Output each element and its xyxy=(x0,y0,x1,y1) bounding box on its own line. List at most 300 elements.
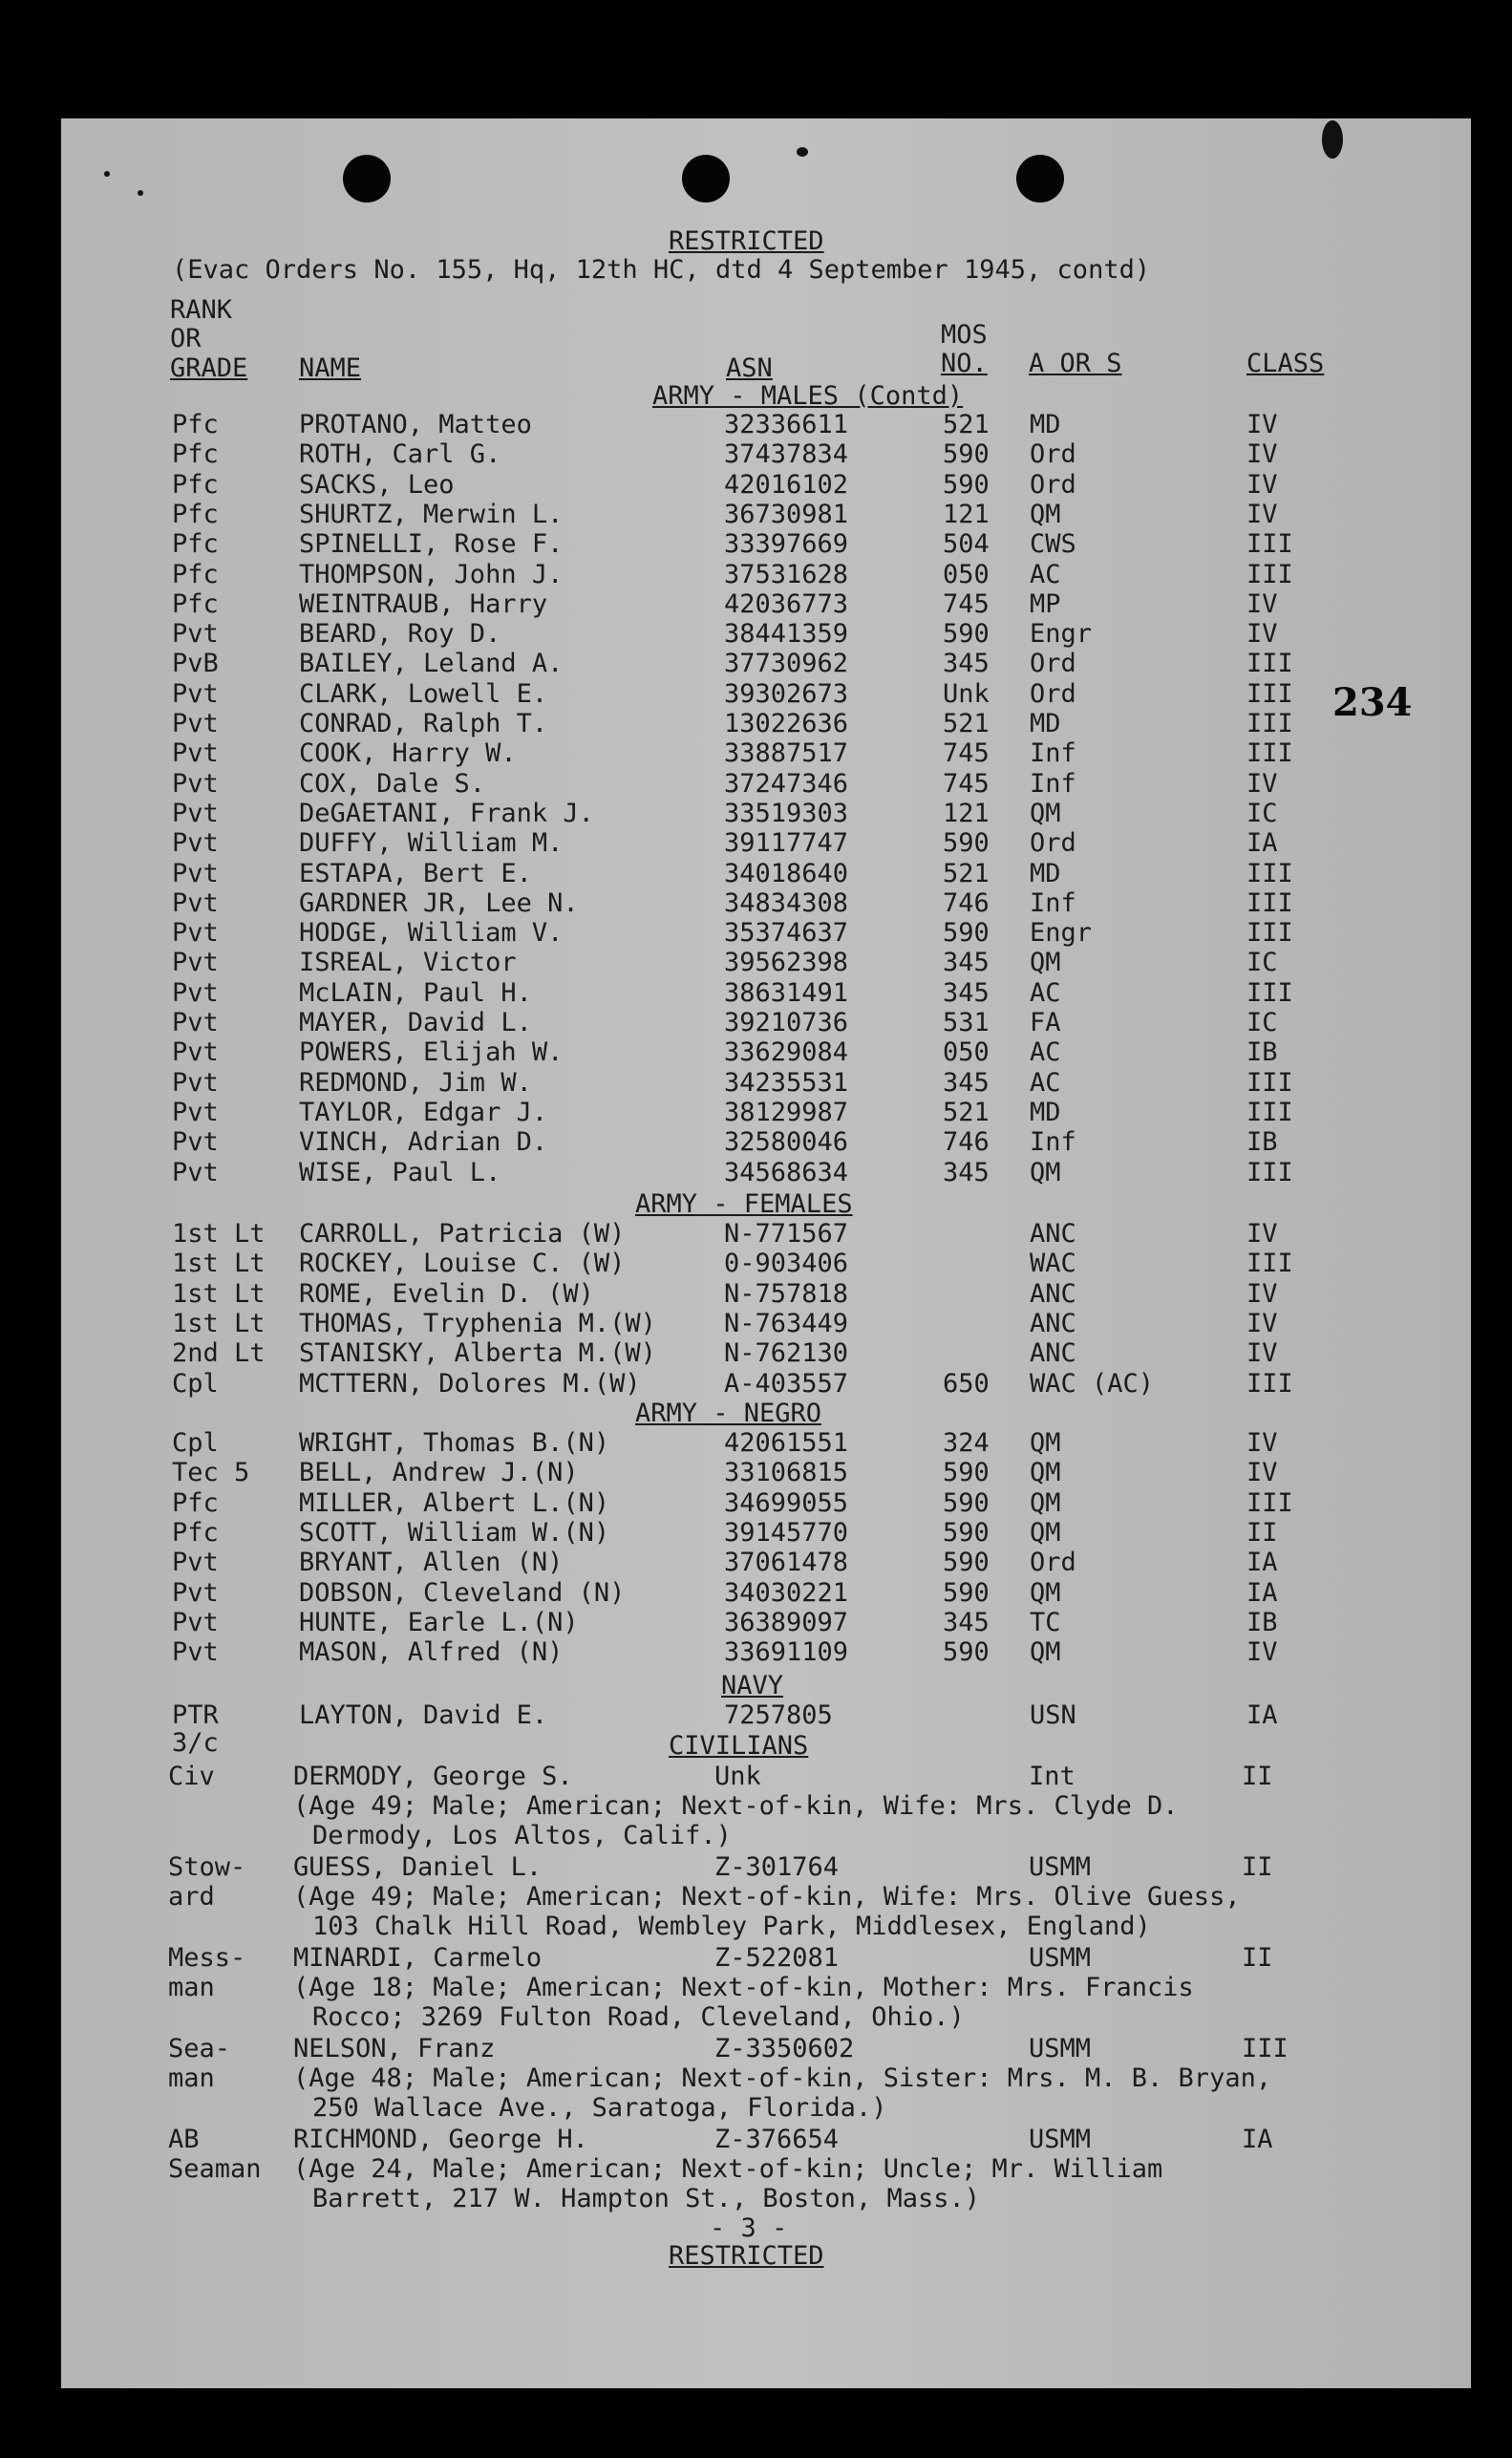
row-class: IV xyxy=(1246,1637,1278,1668)
row-class: IV xyxy=(1246,588,1278,619)
row-class: III xyxy=(1246,678,1293,709)
civ-class: II xyxy=(1242,1762,1273,1791)
row-name: CARROLL, Patricia (W) xyxy=(299,1219,626,1249)
civ-note-2: 103 Chalk Hill Road, Wembley Park, Middlesex, England) xyxy=(312,1912,1151,1941)
civ-note-1: (Age 24, Male; American; Next-of-kin; Uncle; Mr. William xyxy=(293,2154,1163,2184)
row-aors: ANC xyxy=(1030,1308,1076,1338)
row-rank: Pfc xyxy=(172,410,219,439)
row-aors: Ord xyxy=(1030,828,1076,859)
row-class: IC xyxy=(1246,948,1278,978)
row-rank: Pfc xyxy=(172,469,219,500)
row-rank: Tec 5 xyxy=(172,1458,250,1488)
row-class: IA xyxy=(1246,1577,1278,1608)
row-aors: QM xyxy=(1030,1517,1061,1548)
row-asn: 37061478 xyxy=(724,1548,849,1578)
civ-name: MINARDI, Carmelo xyxy=(293,1943,543,1973)
row-name: HUNTE, Earle L.(N) xyxy=(299,1607,579,1637)
row-class: IA xyxy=(1246,828,1278,859)
row-rank: Pfc xyxy=(172,1487,219,1518)
row-class: III xyxy=(1246,529,1293,560)
row-name: ROCKEY, Louise C. (W) xyxy=(299,1249,626,1279)
row-aors: MD xyxy=(1030,709,1061,738)
row-mos: 590 xyxy=(943,828,990,859)
civ-aors: Int xyxy=(1029,1762,1075,1791)
section-civilians: CIVILIANS xyxy=(669,1731,809,1761)
row-rank: Pfc xyxy=(172,499,219,529)
row-name: ESTAPA, Bert E. xyxy=(299,858,532,888)
row-rank: Pvt xyxy=(172,828,219,859)
row-aors: AC xyxy=(1030,1067,1061,1098)
civ-note-2: Dermody, Los Altos, Calif.) xyxy=(312,1821,732,1850)
row-class: III xyxy=(1246,977,1293,1008)
row-rank: Pvt xyxy=(172,948,219,978)
row-class: IB xyxy=(1246,1037,1278,1068)
section-army-females: ARMY - FEMALES xyxy=(635,1189,853,1219)
row-mos: 745 xyxy=(943,738,990,769)
row-mos: 121 xyxy=(943,499,990,529)
civ-note-1: (Age 49; Male; American; Next-of-kin, Wife: Mrs. Olive Guess, xyxy=(293,1882,1241,1912)
row-aors: Ord xyxy=(1030,469,1076,500)
row-asn: 34018640 xyxy=(724,858,849,888)
civ-asn: Unk xyxy=(714,1762,761,1791)
row-aors: Ord xyxy=(1030,678,1076,709)
civ-note-1: (Age 48; Male; American; Next-of-kin, Sister: Mrs. M. B. Bryan, xyxy=(293,2063,1272,2093)
navy-rank-2: 3/c xyxy=(172,1728,219,1758)
row-class: II xyxy=(1246,1517,1278,1548)
civ-rank-1: Stow- xyxy=(168,1852,246,1882)
row-class: IB xyxy=(1246,1607,1278,1637)
row-class: III xyxy=(1246,1097,1293,1127)
row-name: WISE, Paul L. xyxy=(299,1157,501,1187)
row-aors: Engr xyxy=(1030,619,1093,650)
row-asn: A-403557 xyxy=(724,1368,849,1399)
row-mos: 121 xyxy=(943,798,990,828)
row-name: COX, Dale S. xyxy=(299,768,486,799)
margin-page-number: 234 xyxy=(1332,680,1413,725)
row-asn: 42061551 xyxy=(724,1428,849,1458)
restricted-bottom: RESTRICTED xyxy=(669,2241,824,2271)
row-mos: 531 xyxy=(943,1008,990,1037)
row-mos: 521 xyxy=(943,1097,990,1127)
row-asn: N-763449 xyxy=(724,1308,849,1338)
row-aors: AC xyxy=(1030,1037,1061,1068)
punch-hole xyxy=(343,155,391,203)
row-aors: Ord xyxy=(1030,649,1076,679)
col-aors: A OR S xyxy=(1029,349,1122,378)
row-aors: QM xyxy=(1030,1637,1061,1668)
row-rank: Pvt xyxy=(172,918,219,949)
row-mos: 345 xyxy=(943,1157,990,1187)
row-name: TAYLOR, Edgar J. xyxy=(299,1097,548,1127)
row-name: MASON, Alfred (N) xyxy=(299,1637,564,1668)
row-mos: 521 xyxy=(943,709,990,738)
navy-asn: 7257805 xyxy=(724,1700,833,1730)
row-name: ROTH, Carl G. xyxy=(299,439,501,470)
row-mos: 590 xyxy=(943,1458,990,1488)
row-name: DUFFY, William M. xyxy=(299,828,564,859)
row-asn: 39145770 xyxy=(724,1517,849,1548)
row-rank: Pvt xyxy=(172,1607,219,1637)
row-rank: Pvt xyxy=(172,977,219,1008)
row-class: III xyxy=(1246,1487,1293,1518)
row-mos: 521 xyxy=(943,858,990,888)
civ-rank-1: Civ xyxy=(168,1762,215,1791)
row-aors: MD xyxy=(1030,1097,1061,1127)
row-class: IV xyxy=(1246,1428,1278,1458)
row-mos: 745 xyxy=(943,588,990,619)
row-aors: MD xyxy=(1030,858,1061,888)
row-mos: 590 xyxy=(943,469,990,500)
civ-name: GUESS, Daniel L. xyxy=(293,1852,543,1882)
row-name: McLAIN, Paul H. xyxy=(299,977,532,1008)
row-mos: 345 xyxy=(943,977,990,1008)
ink-speck xyxy=(138,190,143,196)
row-class: IV xyxy=(1246,1458,1278,1488)
row-asn: 39210736 xyxy=(724,1008,849,1037)
row-aors: QM xyxy=(1030,1428,1061,1458)
row-rank: Pvt xyxy=(172,1037,219,1068)
row-asn: 33887517 xyxy=(724,738,849,769)
civ-rank-2: ard xyxy=(168,1882,215,1912)
row-class: IV xyxy=(1246,499,1278,529)
civ-class: III xyxy=(1242,2034,1288,2063)
ink-speck xyxy=(797,147,808,157)
row-aors: QM xyxy=(1030,1157,1061,1187)
row-name: STANISKY, Alberta M.(W) xyxy=(299,1338,656,1369)
row-mos: 590 xyxy=(943,439,990,470)
row-class: III xyxy=(1246,887,1293,918)
row-aors: Inf xyxy=(1030,768,1076,799)
row-class: IV xyxy=(1246,768,1278,799)
row-mos: 345 xyxy=(943,1067,990,1098)
row-class: IV xyxy=(1246,439,1278,470)
row-mos: 590 xyxy=(943,1548,990,1578)
row-aors: Ord xyxy=(1030,1548,1076,1578)
row-mos: 324 xyxy=(943,1428,990,1458)
col-mos-2: NO. xyxy=(941,349,988,378)
row-aors: AC xyxy=(1030,559,1061,589)
civ-aors: USMM xyxy=(1029,2034,1092,2063)
row-rank: Pvt xyxy=(172,1127,219,1158)
col-asn: ASN xyxy=(726,353,773,383)
row-name: POWERS, Elijah W. xyxy=(299,1037,564,1068)
row-aors: QM xyxy=(1030,1487,1061,1518)
row-rank: Pvt xyxy=(172,1637,219,1668)
row-asn: 37247346 xyxy=(724,768,849,799)
row-rank: Pvt xyxy=(172,858,219,888)
row-asn: 34568634 xyxy=(724,1157,849,1187)
civ-name: RICHMOND, George H. xyxy=(293,2125,588,2154)
civ-name: NELSON, Franz xyxy=(293,2034,496,2063)
row-name: GARDNER JR, Lee N. xyxy=(299,887,579,918)
row-aors: Ord xyxy=(1030,439,1076,470)
row-mos: 590 xyxy=(943,1517,990,1548)
civ-note-2: 250 Wallace Ave., Saratoga, Florida.) xyxy=(312,2093,887,2123)
row-mos: 746 xyxy=(943,1127,990,1158)
civ-aors: USMM xyxy=(1029,2125,1092,2154)
ink-blot xyxy=(1322,120,1343,159)
row-name: SPINELLI, Rose F. xyxy=(299,529,564,560)
row-rank: Pvt xyxy=(172,619,219,650)
row-asn: 34834308 xyxy=(724,887,849,918)
row-asn: N-762130 xyxy=(724,1338,849,1369)
row-rank: Pvt xyxy=(172,1577,219,1608)
col-mos-1: MOS xyxy=(941,320,988,350)
row-asn: 39562398 xyxy=(724,948,849,978)
row-aors: QM xyxy=(1030,1577,1061,1608)
row-aors: QM xyxy=(1030,1458,1061,1488)
row-name: MCTTERN, Dolores M.(W) xyxy=(299,1368,641,1399)
row-class: III xyxy=(1246,738,1293,769)
row-asn: 38441359 xyxy=(724,619,849,650)
civ-aors: USMM xyxy=(1029,1852,1092,1882)
row-mos: Unk xyxy=(943,678,990,709)
row-aors: WAC xyxy=(1030,1249,1076,1279)
row-asn: 38129987 xyxy=(724,1097,849,1127)
row-aors: CWS xyxy=(1030,529,1076,560)
row-asn: 33629084 xyxy=(724,1037,849,1068)
row-name: REDMOND, Jim W. xyxy=(299,1067,532,1098)
row-asn: 34699055 xyxy=(724,1487,849,1518)
col-rank-3: GRADE xyxy=(170,353,248,383)
row-mos: 521 xyxy=(943,410,990,439)
col-rank-2: OR xyxy=(170,324,202,353)
row-name: SCOTT, William W.(N) xyxy=(299,1517,610,1548)
row-asn: 33519303 xyxy=(724,798,849,828)
row-rank: Pfc xyxy=(172,529,219,560)
civ-asn: Z-301764 xyxy=(714,1852,840,1882)
navy-rank-1: PTR xyxy=(172,1700,219,1730)
row-aors: QM xyxy=(1030,798,1061,828)
row-asn: 0-903406 xyxy=(724,1249,849,1279)
row-mos: 050 xyxy=(943,559,990,589)
row-mos: 590 xyxy=(943,619,990,650)
section-army-males: ARMY - MALES (Contd) xyxy=(652,381,964,411)
row-name: WRIGHT, Thomas B.(N) xyxy=(299,1428,610,1458)
row-class: IC xyxy=(1246,798,1278,828)
row-class: III xyxy=(1246,1067,1293,1098)
row-mos: 504 xyxy=(943,529,990,560)
row-aors: Inf xyxy=(1030,1127,1076,1158)
row-name: BAILEY, Leland A. xyxy=(299,649,564,679)
row-asn: 38631491 xyxy=(724,977,849,1008)
row-name: COOK, Harry W. xyxy=(299,738,517,769)
row-asn: 34235531 xyxy=(724,1067,849,1098)
row-asn: 36730981 xyxy=(724,499,849,529)
row-name: BELL, Andrew J.(N) xyxy=(299,1458,579,1488)
row-class: IV xyxy=(1246,1338,1278,1369)
order-title: (Evac Orders No. 155, Hq, 12th HC, dtd 4 September 1945, contd) xyxy=(172,255,1151,285)
row-class: IB xyxy=(1246,1127,1278,1158)
row-name: THOMAS, Tryphenia M.(W) xyxy=(299,1308,656,1338)
row-rank: 2nd Lt xyxy=(172,1338,266,1369)
row-asn: 32580046 xyxy=(724,1127,849,1158)
row-class: III xyxy=(1246,559,1293,589)
row-asn: 33106815 xyxy=(724,1458,849,1488)
row-mos: 745 xyxy=(943,768,990,799)
civ-asn: Z-3350602 xyxy=(714,2034,855,2063)
col-class: CLASS xyxy=(1246,349,1325,378)
civ-name: DERMODY, George S. xyxy=(293,1762,573,1791)
row-class: IV xyxy=(1246,469,1278,500)
row-class: III xyxy=(1246,649,1293,679)
row-asn: 37437834 xyxy=(724,439,849,470)
row-rank: Cpl xyxy=(172,1368,219,1399)
row-aors: ANC xyxy=(1030,1338,1076,1369)
row-asn: 42036773 xyxy=(724,588,849,619)
page-number: - 3 - xyxy=(710,2213,788,2243)
row-asn: 13022636 xyxy=(724,709,849,738)
civ-rank-2: man xyxy=(168,1973,215,2002)
row-asn: 32336611 xyxy=(724,410,849,439)
row-class: IV xyxy=(1246,1308,1278,1338)
row-aors: FA xyxy=(1030,1008,1061,1037)
row-asn: 35374637 xyxy=(724,918,849,949)
row-rank: Pvt xyxy=(172,1067,219,1098)
civ-class: IA xyxy=(1242,2125,1273,2154)
row-rank: Pvt xyxy=(172,1097,219,1127)
row-rank: Pvt xyxy=(172,738,219,769)
row-class: IA xyxy=(1246,1548,1278,1578)
row-rank: 1st Lt xyxy=(172,1219,266,1249)
row-mos: 345 xyxy=(943,948,990,978)
row-class: III xyxy=(1246,1157,1293,1187)
row-mos: 345 xyxy=(943,649,990,679)
row-mos: 590 xyxy=(943,1487,990,1518)
row-rank: Pfc xyxy=(172,559,219,589)
civ-asn: Z-376654 xyxy=(714,2125,840,2154)
civ-rank-1: AB xyxy=(168,2125,200,2154)
civ-rank-2: man xyxy=(168,2063,215,2093)
row-asn: 33691109 xyxy=(724,1637,849,1668)
civ-rank-1: Sea- xyxy=(168,2034,231,2063)
row-class: IV xyxy=(1246,410,1278,439)
civ-rank-2: Seaman xyxy=(168,2154,262,2184)
row-name: SACKS, Leo xyxy=(299,469,455,500)
row-asn: 34030221 xyxy=(724,1577,849,1608)
row-aors: MD xyxy=(1030,410,1061,439)
row-class: III xyxy=(1246,918,1293,949)
row-rank: Pfc xyxy=(172,588,219,619)
section-navy: NAVY xyxy=(721,1671,784,1700)
row-aors: TC xyxy=(1030,1607,1061,1637)
row-asn: 42016102 xyxy=(724,469,849,500)
civ-note-2: Rocco; 3269 Fulton Road, Cleveland, Ohio.) xyxy=(312,2002,965,2032)
row-mos: 590 xyxy=(943,918,990,949)
row-asn: 39302673 xyxy=(724,678,849,709)
row-rank: PvB xyxy=(172,649,219,679)
row-name: CONRAD, Ralph T. xyxy=(299,709,548,738)
row-name: HODGE, William V. xyxy=(299,918,564,949)
row-name: DeGAETANI, Frank J. xyxy=(299,798,594,828)
row-rank: 1st Lt xyxy=(172,1308,266,1338)
navy-name: LAYTON, David E. xyxy=(299,1700,548,1730)
civ-note-1: (Age 49; Male; American; Next-of-kin, Wife: Mrs. Clyde D. xyxy=(293,1791,1179,1821)
row-mos: 590 xyxy=(943,1577,990,1608)
row-class: IV xyxy=(1246,1219,1278,1249)
row-rank: Pvt xyxy=(172,678,219,709)
row-mos: 590 xyxy=(943,1637,990,1668)
row-rank: 1st Lt xyxy=(172,1278,266,1309)
col-rank-1: RANK xyxy=(170,295,233,325)
row-rank: Pvt xyxy=(172,887,219,918)
row-aors: Inf xyxy=(1030,738,1076,769)
civ-note-2: Barrett, 217 W. Hampton St., Boston, Mass.) xyxy=(312,2184,980,2213)
row-name: MAYER, David L. xyxy=(299,1008,532,1037)
civ-asn: Z-522081 xyxy=(714,1943,840,1973)
row-name: MILLER, Albert L.(N) xyxy=(299,1487,610,1518)
row-asn: 39117747 xyxy=(724,828,849,859)
row-asn: 33397669 xyxy=(724,529,849,560)
row-asn: N-757818 xyxy=(724,1278,849,1309)
row-mos: 050 xyxy=(943,1037,990,1068)
row-name: VINCH, Adrian D. xyxy=(299,1127,548,1158)
row-rank: Pvt xyxy=(172,1157,219,1187)
row-rank: Cpl xyxy=(172,1428,219,1458)
row-aors: QM xyxy=(1030,948,1061,978)
row-aors: ANC xyxy=(1030,1219,1076,1249)
civ-class: II xyxy=(1242,1943,1273,1973)
row-aors: QM xyxy=(1030,499,1061,529)
row-mos: 650 xyxy=(943,1368,990,1399)
civ-aors: USMM xyxy=(1029,1943,1092,1973)
row-aors: WAC (AC) xyxy=(1030,1368,1155,1399)
row-name: THOMPSON, John J. xyxy=(299,559,564,589)
punch-hole xyxy=(1016,155,1064,203)
row-class: III xyxy=(1246,1249,1293,1279)
row-class: III xyxy=(1246,858,1293,888)
row-mos: 746 xyxy=(943,887,990,918)
row-name: WEINTRAUB, Harry xyxy=(299,588,548,619)
row-name: PROTANO, Matteo xyxy=(299,410,532,439)
row-asn: 37730962 xyxy=(724,649,849,679)
row-class: IV xyxy=(1246,1278,1278,1309)
row-rank: Pvt xyxy=(172,768,219,799)
row-name: ROME, Evelin D. (W) xyxy=(299,1278,594,1309)
row-name: DOBSON, Cleveland (N) xyxy=(299,1577,626,1608)
row-rank: Pvt xyxy=(172,798,219,828)
row-class: III xyxy=(1246,709,1293,738)
row-aors: AC xyxy=(1030,977,1061,1008)
row-class: IV xyxy=(1246,619,1278,650)
civ-class: II xyxy=(1242,1852,1273,1882)
row-name: SHURTZ, Merwin L. xyxy=(299,499,564,529)
punch-hole xyxy=(682,155,730,203)
row-name: CLARK, Lowell E. xyxy=(299,678,548,709)
row-rank: Pfc xyxy=(172,1517,219,1548)
row-asn: 37531628 xyxy=(724,559,849,589)
navy-class: IA xyxy=(1246,1700,1278,1730)
col-name: NAME xyxy=(299,353,362,383)
row-class: IC xyxy=(1246,1008,1278,1037)
row-rank: Pvt xyxy=(172,709,219,738)
row-rank: Pvt xyxy=(172,1548,219,1578)
row-rank: 1st Lt xyxy=(172,1249,266,1279)
section-army-negro: ARMY - NEGRO xyxy=(635,1399,822,1428)
row-aors: Inf xyxy=(1030,887,1076,918)
civ-rank-1: Mess- xyxy=(168,1943,246,1973)
row-mos: 345 xyxy=(943,1607,990,1637)
navy-aors: USN xyxy=(1030,1700,1076,1730)
row-rank: Pvt xyxy=(172,1008,219,1037)
row-aors: MP xyxy=(1030,588,1061,619)
row-rank: Pfc xyxy=(172,439,219,470)
row-class: III xyxy=(1246,1368,1293,1399)
row-name: ISREAL, Victor xyxy=(299,948,517,978)
row-aors: ANC xyxy=(1030,1278,1076,1309)
civ-note-1: (Age 18; Male; American; Next-of-kin, Mother: Mrs. Francis xyxy=(293,1973,1194,2002)
row-name: BEARD, Roy D. xyxy=(299,619,501,650)
